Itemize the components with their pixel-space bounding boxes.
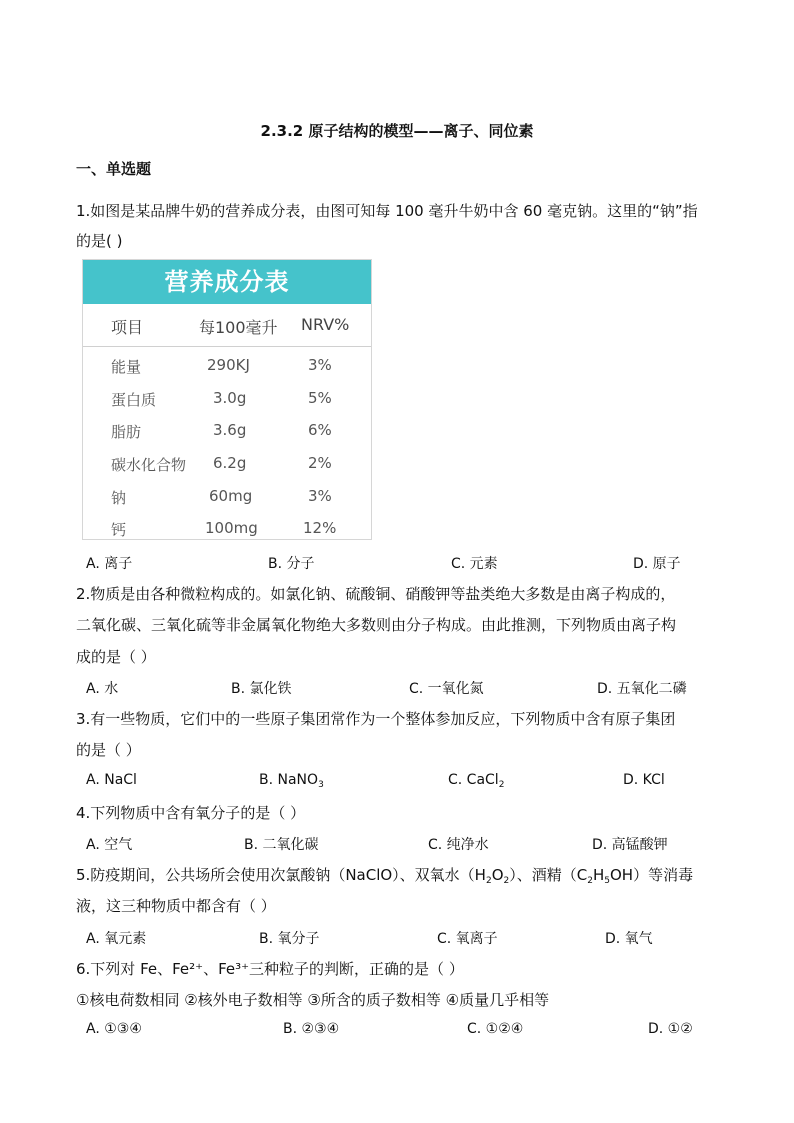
- q4-option-b[interactable]: B. 二氧化碳: [244, 837, 319, 853]
- nutrition-col-item: 项目: [111, 318, 144, 337]
- nutrition-row-amount: 6.2g: [213, 454, 247, 472]
- q6-stem-line1: 6.下列对 Fe、Fe²⁺、Fe³⁺三种粒子的判断，正确的是（ ）: [76, 960, 464, 978]
- q3-option-a[interactable]: A. NaCl: [86, 772, 137, 788]
- q2-option-d[interactable]: D. 五氧化二磷: [597, 681, 687, 697]
- q3-option-b[interactable]: [259, 772, 324, 788]
- nutrition-row-name: 蛋白质: [111, 391, 157, 409]
- nutrition-row-amount: 3.6g: [213, 421, 247, 439]
- q4-option-a[interactable]: A. 空气: [86, 837, 133, 853]
- nutrition-row-name: 钙: [111, 521, 127, 539]
- q5-option-d[interactable]: D. 氧气: [605, 931, 653, 947]
- q4-option-c[interactable]: C. 纯净水: [428, 837, 489, 853]
- q5-sub-1: 2: [485, 876, 492, 886]
- q2-stem-line1: 2.物质是由各种微粒构成的。如氯化钠、硫酸铜、硝酸钾等盐类绝大多数是由离子构成的，: [76, 585, 676, 603]
- nutrition-row-name: 能量: [111, 358, 142, 376]
- q3-option-b-sub: 3: [318, 780, 324, 790]
- nutrition-table-header: 营养成分表: [83, 260, 371, 304]
- q3-option-c-sub: 2: [498, 780, 505, 790]
- nutrition-row-nrv: 3%: [308, 487, 332, 505]
- q5-option-a[interactable]: A. 氧元素: [86, 931, 147, 947]
- nutrition-row-nrv: 12%: [303, 519, 337, 537]
- page-title: 2.3.2 原子结构的模型——离子、同位素: [260, 122, 534, 140]
- q6-stem-line2: ①核电荷数相同 ②核外电子数相等 ③所含的质子数相等 ④质量几乎相等: [76, 991, 550, 1009]
- q2-option-a[interactable]: A. 水: [86, 681, 119, 697]
- nutrition-row-amount: 100mg: [205, 519, 258, 537]
- nutrition-col-per100ml: 每100毫升: [199, 318, 278, 337]
- q3-stem-line2: 的是（ ）: [76, 741, 141, 759]
- q5-option-c[interactable]: C. 氧离子: [437, 931, 498, 947]
- q5-sub-4: 5: [604, 876, 610, 886]
- q4-option-d[interactable]: D. 高锰酸钾: [592, 837, 668, 853]
- nutrition-row-amount: 60mg: [209, 487, 253, 505]
- q1-option-b[interactable]: B. 分子: [268, 556, 315, 572]
- q3-stem-line1: 3.有一些物质，它们中的一些原子集团常作为一个整体参加反应，下列物质中含有原子集团: [76, 710, 676, 728]
- nutrition-row-amount: 290KJ: [207, 356, 250, 374]
- nutrition-divider: [83, 346, 371, 347]
- q5-option-b[interactable]: B. 氧分子: [259, 931, 320, 947]
- q6-option-d[interactable]: D. ①②: [648, 1021, 693, 1037]
- q5-stem-line2: 液，这三种物质中都含有（ ）: [76, 897, 276, 915]
- nutrition-row-nrv: 5%: [308, 389, 332, 407]
- q5-sub-3: 2: [587, 876, 593, 886]
- q2-stem-line3: 成的是（ ）: [76, 648, 156, 666]
- q5-text-3: ）、酒精（C: [509, 866, 588, 884]
- q3-option-c[interactable]: [448, 772, 504, 788]
- q4-stem-line1: 4.下列物质中含有氧分子的是（ ）: [76, 804, 306, 822]
- q5-text-5: OH）等消毒: [609, 866, 694, 884]
- q1-stem-line1: 1.如图是某品牌牛奶的营养成分表，由图可知每 100 毫升牛奶中含 60 毫克钠。这里的“钠”指: [76, 202, 698, 220]
- nutrition-row-name: 钠: [111, 489, 127, 507]
- q5-sub-2: 2: [503, 876, 510, 886]
- nutrition-table-figure: [82, 259, 372, 540]
- section-heading: 一、单选题: [76, 160, 152, 178]
- q5-text-1: 5.防疫期间，公共场所会使用次氯酸钠（NaClO）、双氧水（H: [76, 866, 486, 884]
- nutrition-row-name: 脂肪: [111, 423, 142, 441]
- q2-option-c[interactable]: C. 一氧化氮: [409, 681, 484, 697]
- q5-stem-line1: [76, 865, 693, 885]
- nutrition-row-nrv: 2%: [308, 454, 332, 472]
- q3-option-b-text: B. NaNO: [259, 772, 319, 788]
- nutrition-col-nrv: NRV%: [301, 315, 350, 334]
- q1-stem-line2: 的是( ): [76, 232, 123, 250]
- q3-option-d[interactable]: D. KCl: [623, 772, 665, 788]
- q6-option-b[interactable]: B. ②③④: [283, 1021, 340, 1037]
- nutrition-row-name: 碳水化合物: [111, 456, 187, 474]
- q5-text-4: H: [592, 866, 605, 884]
- nutrition-row-nrv: 3%: [308, 356, 332, 374]
- q2-option-b[interactable]: B. 氯化铁: [231, 681, 292, 697]
- q1-option-a[interactable]: A. 离子: [86, 556, 133, 572]
- q3-option-c-text: C. CaCl: [448, 772, 499, 788]
- q6-option-a[interactable]: A. ①③④: [86, 1021, 142, 1037]
- q1-option-d[interactable]: D. 原子: [633, 556, 681, 572]
- q6-option-c[interactable]: C. ①②④: [467, 1021, 524, 1037]
- q2-stem-line2: 二氧化碳、三氧化硫等非金属氧化物绝大多数则由分子构成。由此推测，下列物质由离子构: [76, 616, 677, 634]
- nutrition-row-amount: 3.0g: [213, 389, 247, 407]
- nutrition-row-nrv: 6%: [308, 421, 332, 439]
- q1-option-c[interactable]: C. 元素: [451, 556, 498, 572]
- q5-text-2: O: [491, 866, 504, 884]
